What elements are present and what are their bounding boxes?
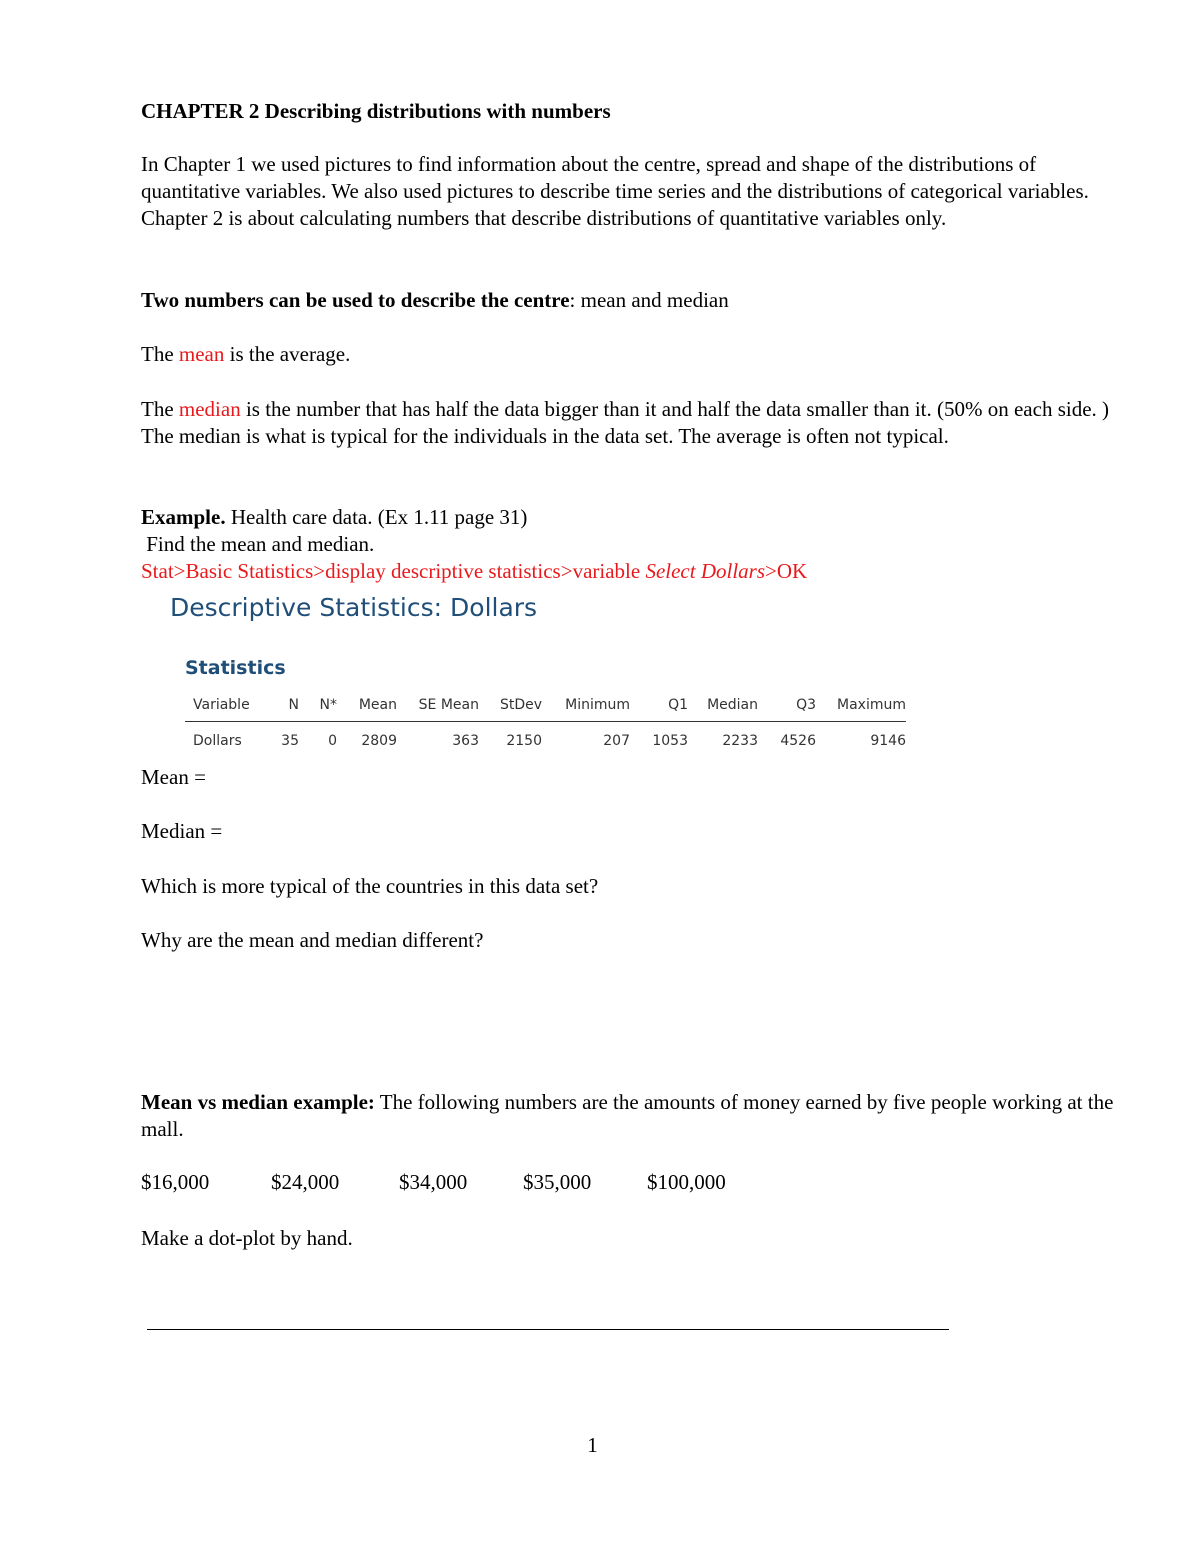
table-row (185, 722, 906, 756)
question-median: Median = (141, 819, 223, 843)
page-number: 1 (587, 1433, 598, 1457)
mean-def-pre: The (141, 342, 179, 366)
descriptive-stats-title: Descriptive Statistics: Dollars (170, 593, 538, 622)
header-se-mean: SE Mean (397, 692, 479, 722)
example-line (141, 504, 1131, 531)
example-task: Find the mean and median. (141, 532, 375, 556)
salary-value: $16,000 (141, 1170, 210, 1194)
cell-se-mean: 363 (452, 733, 479, 749)
header-q1: Q1 (630, 692, 688, 722)
salary-value: $24,000 (271, 1170, 340, 1194)
mall-example (141, 1089, 1131, 1143)
dot-plot-axis-line (147, 1329, 949, 1330)
cell-n: 35 (281, 733, 299, 749)
header-stdev: StDev (479, 692, 542, 722)
salary-value: $35,000 (523, 1170, 592, 1194)
mean-definition (141, 341, 1131, 368)
header-minimum: Minimum (542, 692, 630, 722)
mall-example-text: The following numbers are the amounts of money earned by five people working at the mall. (141, 1090, 1114, 1141)
menu-path (141, 558, 1131, 585)
cell-q3: 4526 (780, 733, 816, 749)
header-q3: Q3 (758, 692, 816, 722)
header-variable: Variable (185, 692, 266, 722)
descriptive-stats-table (185, 692, 906, 755)
menu-path-italic: Select Dollars (645, 559, 766, 583)
dot-plot-instruction: Make a dot-plot by hand. (141, 1226, 353, 1250)
header-maximum: Maximum (816, 692, 906, 722)
cell-median: 2233 (722, 733, 758, 749)
cell-maximum: 9146 (870, 733, 906, 749)
mean-term: mean (178, 342, 225, 366)
median-term: median (178, 397, 241, 421)
header-n-missing: N* (299, 692, 337, 722)
question-mean: Mean = (141, 765, 206, 789)
salary-value: $100,000 (647, 1170, 726, 1194)
statistics-subtitle: Statistics (185, 657, 286, 679)
menu-path-pre: Stat>Basic Statistics>display descriptive statistics>variable (141, 559, 646, 583)
question-typical: Which is more typical of the countries in this data set? (141, 874, 599, 898)
cell-q1: 1053 (652, 733, 688, 749)
header-mean: Mean (337, 692, 397, 722)
cell-minimum: 207 (603, 733, 630, 749)
salary-value: $34,000 (399, 1170, 468, 1194)
centre-heading-rest: : mean and median (569, 288, 729, 312)
median-def-post: is the number that has half the data bigger than it and half the data smaller than it. (50% on each side. ) The median is what is typical for the individuals in the data set. The average is often not typical. (141, 397, 1110, 448)
cell-variable: Dollars (193, 733, 242, 749)
chapter-title: CHAPTER 2 Describing distributions with numbers (141, 99, 611, 123)
mean-def-post: is the average. (224, 342, 351, 366)
menu-path-post: >OK (765, 559, 808, 583)
question-why: Why are the mean and median different? (141, 928, 484, 952)
example-text: Health care data. (Ex 1.11 page 31) (225, 505, 528, 529)
centre-heading (141, 287, 1131, 314)
header-n: N (266, 692, 299, 722)
cell-n-missing: 0 (328, 733, 337, 749)
example-label: Example. (141, 505, 226, 529)
cell-stdev: 2150 (506, 733, 542, 749)
header-median: Median (688, 692, 758, 722)
median-def-pre: The (141, 397, 179, 421)
cell-mean: 2809 (361, 733, 397, 749)
mall-example-label: Mean vs median example: (141, 1090, 375, 1114)
intro-paragraph: In Chapter 1 we used pictures to find information about the centre, spread and shape of the distributions of quantitative variables. We also used pictures to describe time series and the distributions of categorical variables. Chapter 2 is about calculating numbers that describe distributions of quantitative variables only. (141, 152, 1089, 230)
median-definition (141, 396, 1131, 450)
centre-heading-bold: Two numbers can be used to describe the centre (141, 288, 570, 312)
table-header-row (185, 692, 906, 722)
